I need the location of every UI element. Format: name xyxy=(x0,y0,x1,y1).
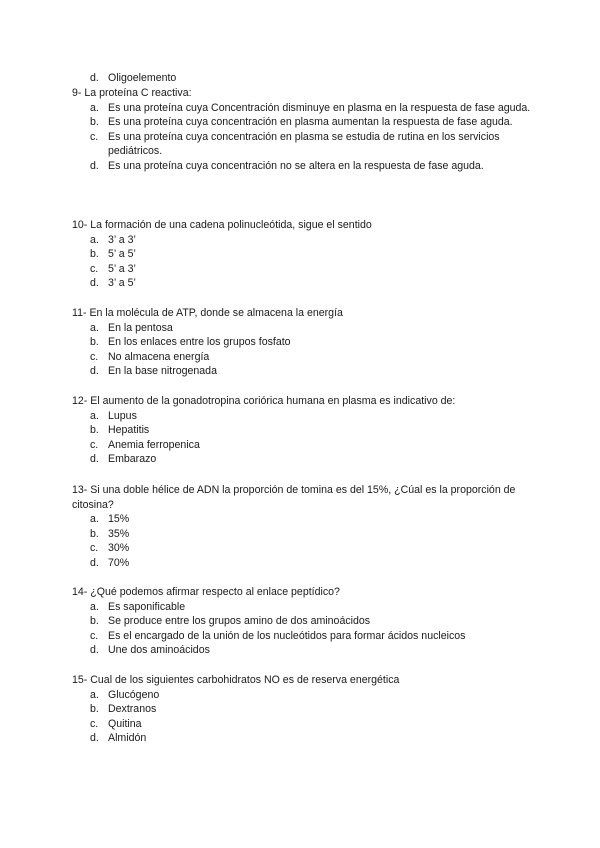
option-text: 70% xyxy=(108,556,130,569)
question-11 xyxy=(72,306,532,379)
question-title: 13- Si una doble hélice de ADN la proporción de tomina es del 15%, ¿Cúal es la proporción de citosina? xyxy=(72,484,516,511)
option-item xyxy=(72,512,532,527)
question-9 xyxy=(72,86,532,174)
option-label: c. xyxy=(90,542,99,555)
previous-question-fragment xyxy=(72,71,532,86)
question-10 xyxy=(72,218,532,291)
option-text: 15% xyxy=(108,513,130,526)
option-label: b. xyxy=(90,116,99,129)
option-label: d. xyxy=(90,277,99,290)
option-item xyxy=(72,600,532,615)
option-label: a. xyxy=(90,409,99,422)
option-item xyxy=(72,233,532,248)
option-text: Es una proteína cuya concentración en plasma se estudia de rutina en los servicios pediátricos. xyxy=(108,130,500,158)
question-15 xyxy=(72,673,532,746)
option-text: En los enlaces entre los grupos fosfato xyxy=(108,336,291,349)
option-item xyxy=(72,629,532,644)
option-label: a. xyxy=(90,600,99,613)
option-label: c. xyxy=(90,130,99,143)
option-label: a. xyxy=(90,233,99,246)
option-label: a. xyxy=(90,513,99,526)
option-text: Es una proteína cuya concentración en plasma aumentan la respuesta de fase aguda. xyxy=(108,116,513,129)
option-item xyxy=(72,614,532,629)
question-title: 10- La formación de una cadena polinucleótida, sigue el sentido xyxy=(72,219,372,231)
question-12 xyxy=(72,394,532,467)
option-label: c. xyxy=(90,350,99,363)
option-item xyxy=(72,71,532,86)
question-title: 11- En la molécula de ATP, donde se almacena la energía xyxy=(72,307,343,319)
option-label: d. xyxy=(90,72,99,84)
option-text: 5’ a 3’ xyxy=(108,262,136,275)
question-title: 14- ¿Qué podemos afirmar respecto al enlace peptídico? xyxy=(72,586,340,598)
option-label: b. xyxy=(90,336,99,349)
option-item xyxy=(72,423,532,438)
question-title: 12- El aumento de la gonadotropina coriórica humana en plasma es indicativo de: xyxy=(72,395,456,407)
option-text: Es el encargado de la unión de los nucleótidos para formar ácidos nucleicos xyxy=(108,629,466,642)
option-item xyxy=(72,101,532,116)
option-text: Lupus xyxy=(108,409,137,422)
option-label: b. xyxy=(90,703,99,716)
option-label: b. xyxy=(90,615,99,628)
option-item xyxy=(72,643,532,658)
option-item xyxy=(72,731,532,746)
option-label: c. xyxy=(90,629,99,642)
option-text: En la base nitrogenada xyxy=(108,365,217,378)
option-text: Glucógeno xyxy=(108,688,160,701)
option-label: d. xyxy=(90,365,99,378)
option-item xyxy=(72,262,532,277)
option-label: c. xyxy=(90,438,99,451)
option-item xyxy=(72,115,532,130)
option-label: b. xyxy=(90,527,99,540)
option-label: d. xyxy=(90,453,99,466)
option-text: En la pentosa xyxy=(108,321,173,334)
option-item xyxy=(72,335,532,350)
option-label: d. xyxy=(90,732,99,745)
option-text: Es saponificable xyxy=(108,600,186,613)
option-text: 30% xyxy=(108,542,130,555)
option-text: 5’ a 5’ xyxy=(108,248,136,261)
option-text: Almidón xyxy=(108,732,147,745)
option-text: Anemia ferropenica xyxy=(108,438,200,451)
option-text: No almacena energía xyxy=(108,350,210,363)
option-text: Quitina xyxy=(108,717,142,730)
option-item xyxy=(72,688,532,703)
option-label: d. xyxy=(90,556,99,569)
question-title: 15- Cual de los siguientes carbohidratos NO es de reserva energética xyxy=(72,674,400,686)
option-text: Se produce entre los grupos amino de dos aminoácidos xyxy=(108,615,371,628)
option-item xyxy=(72,702,532,717)
option-item xyxy=(72,350,532,365)
option-label: a. xyxy=(90,688,99,701)
option-label: a. xyxy=(90,321,99,334)
option-item xyxy=(72,556,532,571)
option-item xyxy=(72,527,532,542)
option-label: c. xyxy=(90,262,99,275)
option-text: Es una proteína cuya Concentración disminuye en plasma en la respuesta de fase aguda. xyxy=(108,101,531,114)
option-label: b. xyxy=(90,248,99,261)
option-item xyxy=(72,159,532,174)
option-label: d. xyxy=(90,159,99,172)
option-item xyxy=(72,276,532,291)
option-item xyxy=(72,130,532,159)
option-label: a. xyxy=(90,101,99,114)
option-label: c. xyxy=(90,717,99,730)
option-item xyxy=(72,438,532,453)
option-text: Es una proteína cuya concentración no se altera en la respuesta de fase aguda. xyxy=(108,159,484,172)
option-text: 35% xyxy=(108,527,130,540)
option-label: b. xyxy=(90,424,99,437)
option-item xyxy=(72,409,532,424)
option-item xyxy=(72,364,532,379)
option-label: d. xyxy=(90,644,99,657)
option-text: Dextranos xyxy=(108,703,157,716)
option-text: Hepatitis xyxy=(108,424,150,437)
option-text: Embarazo xyxy=(108,453,157,466)
option-text: 3’ a 3’ xyxy=(108,233,136,246)
option-text: Oligoelemento xyxy=(108,72,177,84)
question-14 xyxy=(72,585,532,658)
option-text: Une dos aminoácidos xyxy=(108,644,210,657)
option-item xyxy=(72,247,532,262)
question-title: 9- La proteína C reactiva: xyxy=(72,87,192,99)
question-13 xyxy=(72,483,532,571)
option-text: 3’ a 5’ xyxy=(108,277,136,290)
option-item xyxy=(72,717,532,732)
option-item xyxy=(72,541,532,556)
option-item xyxy=(72,321,532,336)
option-item xyxy=(72,452,532,467)
